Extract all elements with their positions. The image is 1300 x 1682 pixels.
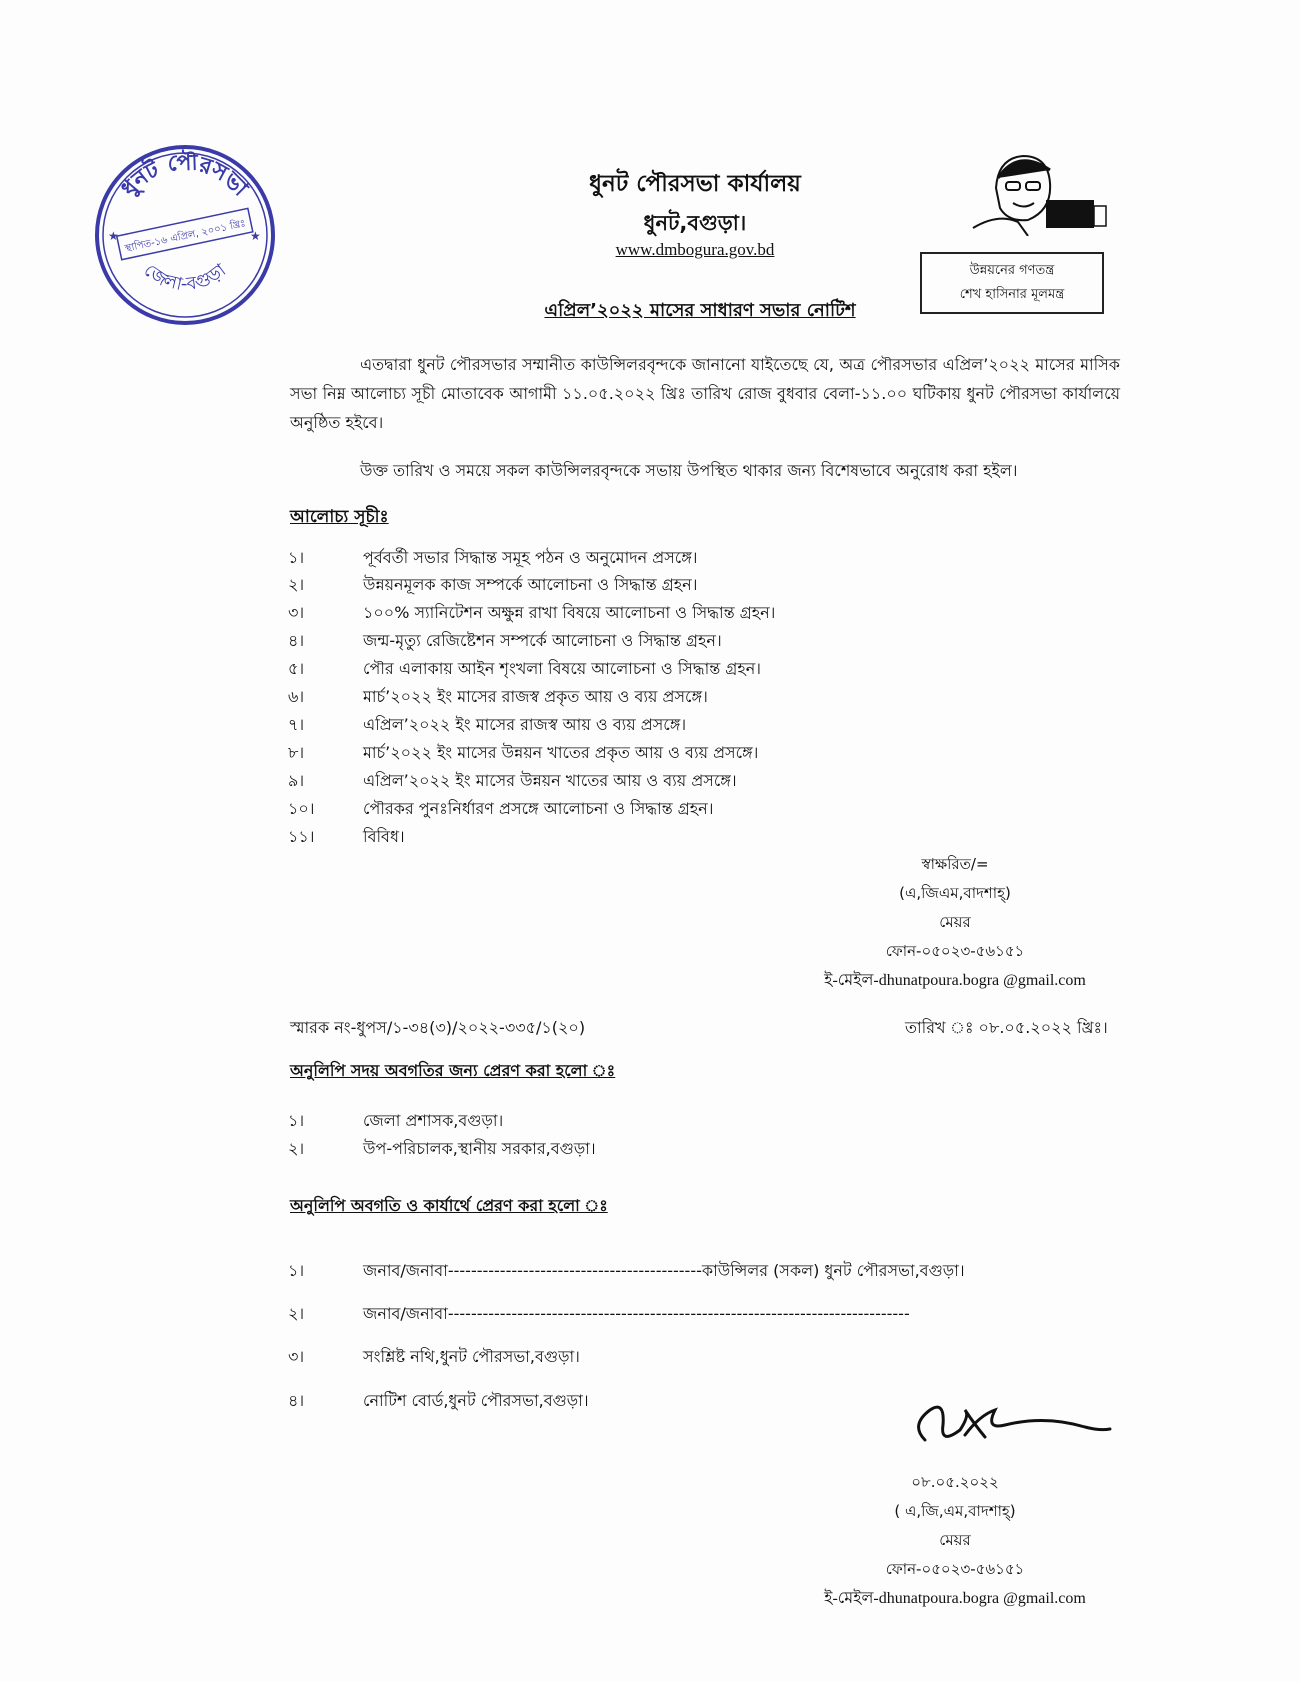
slogan-line-2: শেখ হাসিনার মূলমন্ত্র: [959, 287, 1065, 302]
signature-block-1: [760, 850, 1150, 995]
signatory-designation: মেয়র: [939, 913, 971, 931]
mujib-100-logo: [968, 148, 1108, 236]
notice-title: এপ্রিল’২০২২ মাসের সাধারণ সভার নোটিশ: [544, 300, 856, 321]
handwritten-signature: [905, 1395, 1115, 1455]
agenda-title: আলোচ্য সূচীঃ: [290, 507, 389, 527]
cc-item: ২। উপ-পরিচালক,স্থানীয় সরকার,বগুড়া।: [288, 1139, 596, 1158]
notice-paragraph-1-text: এতদ্বারা ধুনট পৌরসভার সম্মানীত কাউন্সিলরবৃন্দকে জানানো যাইতেছে যে, অত্র পৌরসভার এপ্রিল’২০২২ মাসের মাসিক সভা নিম্ন আলোচ্য সূচী মোতাবেক আগামী ১১.০৫.২০২২ খ্রিঃ তারিখ রোজ বুধবার বেলা-১১.০০ ঘটিকায় ধুনট পৌরসভা কার্যালয়ে অনুষ্ঠিত হইবে।: [290, 355, 1120, 432]
seal-star-right-icon: ★: [250, 229, 261, 243]
agenda-item: ৫। পৌর এলাকায় আইন শৃংখলা বিষয়ে আলোচনা ও সিদ্ধান্ত গ্রহন।: [288, 659, 761, 678]
seal-middle-text: স্থাপিত-১৬ এপ্রিল, ২০০১ খ্রিঃ: [124, 218, 247, 255]
slogan-box: [920, 252, 1104, 314]
seal-top-text: ধুনট পৌরসভা: [116, 150, 253, 202]
notice-paragraph-2-text: উক্ত তারিখ ও সময়ে সকল কাউন্সিলরবৃন্দকে সভায় উপস্থিত থাকার জন্য বিশেষভাবে অনুরোধ করা হইল।: [360, 461, 1018, 480]
seal-star-left-icon: ★: [108, 229, 119, 243]
signature-block-2: [760, 1468, 1150, 1613]
cc-item: ১। জেলা প্রশাসক,বগুড়া।: [288, 1111, 504, 1130]
memo-number: স্মারক নং-ধুপস/১-৩৪(৩)/২০২২-৩৩৫/১(২০): [290, 1018, 586, 1037]
agenda-item: ১। পূর্ববর্তী সভার সিদ্ধান্ত সমূহ পঠন ও অনুমোদন প্রসঙ্গে।: [288, 548, 698, 567]
signature-date: ০৮.০৫.২০২২: [911, 1473, 999, 1491]
municipality-seal: [90, 140, 280, 330]
agenda-item: ৩। ১০০% স্যানিটেশন অক্ষুন্ন রাখা বিষয়ে আলোচনা ও সিদ্ধান্ত গ্রহন।: [288, 603, 776, 622]
signatory-name: (এ,জিএম,বাদশাহ্): [899, 884, 1011, 902]
memo-date: তারিখ ঃ ০৮.০৫.২০২২ খ্রিঃ।: [905, 1018, 1108, 1037]
signatory-email: ই-মেইল-dhunatpoura.bogra @gmail.com: [824, 972, 1086, 989]
agenda-item: ৭। এপ্রিল’২০২২ ইং মাসের রাজস্ব আয় ও ব্যয় প্রসঙ্গে।: [288, 715, 687, 734]
agenda-item: ৯। এপ্রিল’২০২২ ইং মাসের উন্নয়ন খাতের আয় ও ব্যয় প্রসঙ্গে।: [288, 771, 737, 790]
svg-text:জেলা-বগুড়া: [140, 259, 231, 295]
cc-item: ৩। সংশ্লিষ্ট নথি,ধুনট পৌরসভা,বগুড়া।: [288, 1347, 580, 1366]
signatory-email: ই-মেইল-dhunatpoura.bogra @gmail.com: [824, 1590, 1086, 1607]
notice-paragraph-1: [290, 350, 1120, 437]
agenda-item: ২। উন্নয়নমূলক কাজ সম্পর্কে আলোচনা ও সিদ্ধান্ত গ্রহন।: [288, 575, 698, 594]
cc-item: ২। জনাব/জনাবা--------------------------------------------------------------------------------: [288, 1304, 910, 1323]
cc-title-1: অনুলিপি সদয় অবগতির জন্য প্রেরণ করা হলো ঃ: [290, 1061, 616, 1080]
seal-bottom-text: জেলা-বগুড়া: [139, 259, 231, 296]
cc-item: ৪। নোটিশ বোর্ড,ধুনট পৌরসভা,বগুড়া।: [288, 1391, 589, 1410]
slogan-line-1: উন্নয়নের গণতন্ত্র: [969, 263, 1055, 278]
signed-mark: স্বাক্ষরিত/=: [921, 855, 989, 873]
office-name: ধুনট পৌরসভা কার্যালয়: [589, 171, 801, 197]
cc-item: ১। জনাব/জনাবা--------------------------------------------কাউন্সিলর (সকল) ধুনট পৌরসভা,বগুড়া।: [288, 1261, 965, 1280]
signatory-phone: ফোন-০৫০২৩-৫৬১৫১: [885, 942, 1025, 960]
signatory-designation: মেয়র: [939, 1531, 971, 1549]
agenda-item: ৬। মার্চ’২০২২ ইং মাসের রাজস্ব প্রকৃত আয় ও ব্যয় প্রসঙ্গে।: [288, 687, 708, 706]
office-website: www.dmbogura.gov.bd: [615, 240, 775, 259]
agenda-item: ১১। বিবিধ।: [288, 827, 405, 846]
office-place: ধুনট,বগুড়া।: [643, 211, 747, 235]
agenda-item: ১০। পৌরকর পুনঃনির্ধারণ প্রসঙ্গে আলোচনা ও সিদ্ধান্ত গ্রহন।: [288, 799, 714, 818]
notice-paragraph-2: [290, 456, 1120, 485]
signatory-name: ( এ,জি,এম,বাদশাহ্): [894, 1502, 1016, 1520]
svg-text:ধুনট পৌরসভা: [117, 149, 254, 203]
agenda-item: ৪। জন্ম-মৃত্যু রেজিষ্টেশন সম্পর্কে আলোচনা ও সিদ্ধান্ত গ্রহন।: [288, 631, 722, 650]
agenda-item: ৮। মার্চ’২০২২ ইং মাসের উন্নয়ন খাতের প্রকৃত আয় ও ব্যয় প্রসঙ্গে।: [288, 743, 759, 762]
signatory-phone: ফোন-০৫০২৩-৫৬১৫১: [885, 1560, 1025, 1578]
cc-title-2: অনুলিপি অবগতি ও কার্যার্থে প্রেরণ করা হলো ঃ: [290, 1196, 608, 1215]
